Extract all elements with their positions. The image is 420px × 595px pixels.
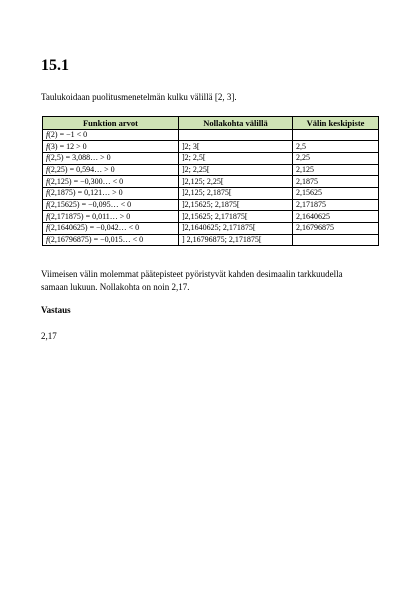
column-header-midpoint: Välin keskipiste bbox=[293, 117, 379, 130]
function-value-cell: f(2,16796875) = −0,015… < 0 bbox=[43, 234, 179, 246]
midpoint-cell: 2,1875 bbox=[293, 176, 379, 188]
zero-interval-cell: ]2,15625; 2,171875[ bbox=[179, 211, 293, 223]
function-value-cell: f(2,1640625) = −0,042… < 0 bbox=[43, 223, 179, 235]
function-value-cell: f(2) = −1 < 0 bbox=[43, 129, 179, 141]
function-value-cell: f(2,5) = 3,088… > 0 bbox=[43, 152, 179, 164]
zero-interval-cell: ]2,125; 2,1875[ bbox=[179, 187, 293, 199]
answer-value: 2,17 bbox=[41, 331, 57, 341]
table-row bbox=[43, 152, 379, 164]
exercise-number: 15.1 bbox=[41, 57, 69, 74]
zero-interval-cell: ] 2,16796875; 2,171875[ bbox=[179, 234, 293, 246]
zero-interval-cell: ]2; 3[ bbox=[179, 141, 293, 153]
midpoint-cell: 2,25 bbox=[293, 152, 379, 164]
function-value-cell: f(2,15625) = −0,095… < 0 bbox=[43, 199, 179, 211]
function-value-cell: f(2,25) = 0,594… > 0 bbox=[43, 164, 179, 176]
intro-text: Taulukoidaan puolitusmenetelmän kulku välillä [2, 3]. bbox=[41, 92, 237, 102]
table-row bbox=[43, 199, 379, 211]
zero-interval-cell: ]2; 2,5[ bbox=[179, 152, 293, 164]
midpoint-cell: 2,171875 bbox=[293, 199, 379, 211]
midpoint-cell bbox=[293, 234, 379, 246]
conclusion-text: Viimeisen välin molemmat päätepisteet pyöristyvät kahden desimaalin tarkkuudella samaan lukuun. Nollakohta on noin 2,17. bbox=[41, 269, 343, 292]
table-header-row bbox=[43, 117, 379, 130]
midpoint-cell: 2,1640625 bbox=[293, 211, 379, 223]
table-row bbox=[43, 187, 379, 199]
zero-interval-cell: ]2,125; 2,25[ bbox=[179, 176, 293, 188]
bisection-table bbox=[42, 116, 379, 246]
function-value-cell: f(2,1875) = 0,121… > 0 bbox=[43, 187, 179, 199]
answer-heading: Vastaus bbox=[41, 305, 71, 315]
table-row bbox=[43, 176, 379, 188]
midpoint-cell: 2,15625 bbox=[293, 187, 379, 199]
function-value-cell: f(2,125) = −0,300… < 0 bbox=[43, 176, 179, 188]
zero-interval-cell: ]2; 2,25[ bbox=[179, 164, 293, 176]
midpoint-cell bbox=[293, 129, 379, 141]
table-row bbox=[43, 211, 379, 223]
table-row bbox=[43, 223, 379, 235]
function-value-cell: f(3) = 12 > 0 bbox=[43, 141, 179, 153]
midpoint-cell: 2,5 bbox=[293, 141, 379, 153]
table-row bbox=[43, 234, 379, 246]
table-row bbox=[43, 164, 379, 176]
function-value-cell: f(2,171875) = 0,011… > 0 bbox=[43, 211, 179, 223]
zero-interval-cell bbox=[179, 129, 293, 141]
table-row bbox=[43, 141, 379, 153]
column-header-zero-interval: Nollakohta välillä bbox=[179, 117, 293, 130]
zero-interval-cell: ]2,1640625; 2,171875[ bbox=[179, 223, 293, 235]
midpoint-cell: 2,16796875 bbox=[293, 223, 379, 235]
table-row bbox=[43, 129, 379, 141]
column-header-function-values: Funktion arvot bbox=[43, 117, 179, 130]
midpoint-cell: 2,125 bbox=[293, 164, 379, 176]
zero-interval-cell: ]2,15625; 2,1875[ bbox=[179, 199, 293, 211]
